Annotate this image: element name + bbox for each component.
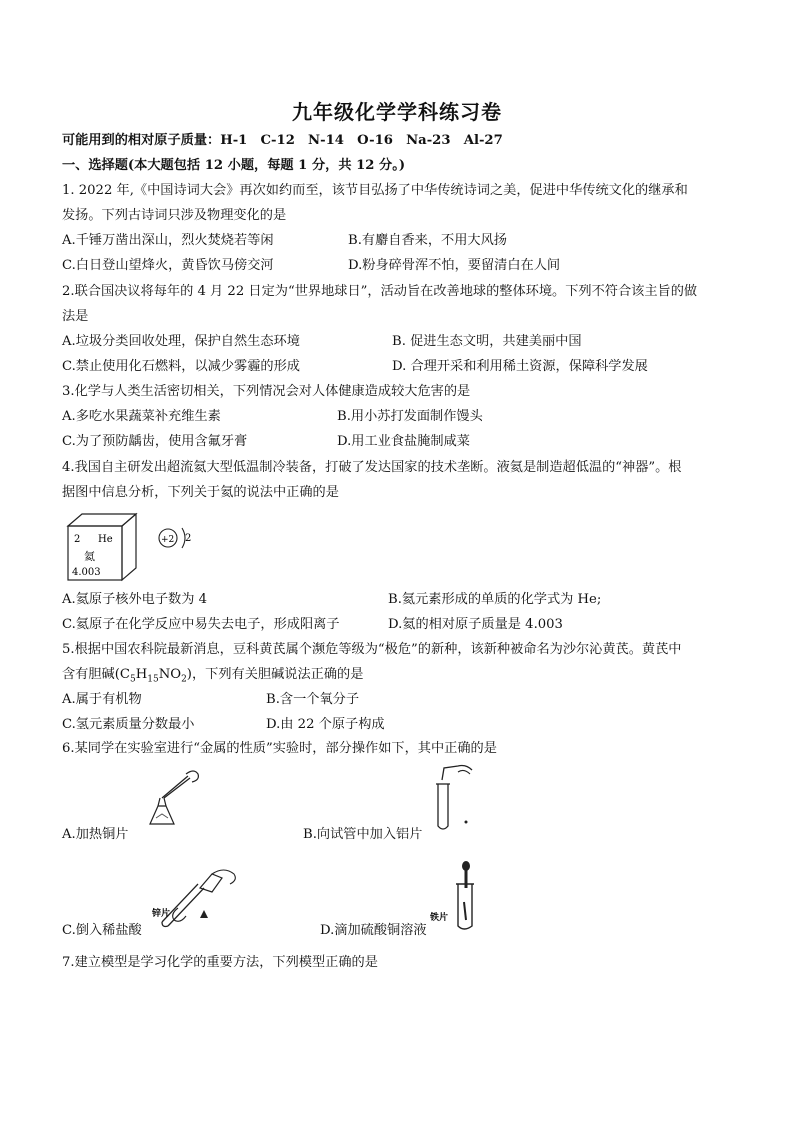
- q4-option-b: B.氦元素形成的单质的化学式为 He;: [388, 592, 602, 607]
- helium-element-cell-figure: [60, 508, 210, 588]
- q5-option-d: D.由 22 个原子构成: [266, 717, 385, 732]
- q5-option-c: C.氢元素质量分数最小: [62, 717, 195, 732]
- q1-option-d: D.粉身碎骨浑不怕，要留清白在人间: [348, 258, 561, 273]
- q4-stem-line2: 据图中信息分析，下列关于氦的说法中正确的是: [62, 485, 339, 500]
- q6-option-b: B.向试管中加入铝片: [303, 827, 423, 842]
- q4-option-c: C.氦原子在化学反应中易失去电子，形成阳离子: [62, 617, 340, 632]
- q3-option-c: C.为了预防龋齿，使用含氟牙膏: [62, 434, 248, 449]
- zinc-label: 锌片: [152, 909, 171, 919]
- q2-stem-line1: 2.联合国决议将每年的 4 月 22 日定为“世界地球日”，活动旨在改善地球的整体环境。下列不符合该主旨的做: [62, 284, 698, 299]
- q2-stem-line2: 法是: [62, 309, 89, 324]
- cell-atomic-number: 2: [74, 534, 81, 545]
- q4-option-d: D.氦的相对原子质量是 4.003: [388, 617, 563, 632]
- q4-stem-line1: 4.我国自主研发出超流氦大型低温制冷装备，打破了发达国家的技术垄断。液氦是制造超低温的“神器”。根: [62, 460, 682, 475]
- page-title: 九年级化学学科练习卷: [292, 100, 502, 124]
- q2-option-a: A.垃圾分类回收处理，保护自然生态环境: [62, 334, 300, 349]
- q3-stem-line1: 3.化学与人类生活密切相关，下列情况会对人体健康造成较大危害的是: [62, 384, 471, 399]
- heating-copper-figure: [130, 768, 210, 830]
- q2-option-d: D. 合理开采和利用稀土资源，保障科学发展: [392, 359, 648, 374]
- q3-option-d: D.用工业食盐腌制咸菜: [337, 434, 470, 449]
- iron-label: 铁片: [430, 913, 449, 923]
- shell-electron-count: 2: [185, 533, 192, 544]
- q4-option-a: A.氦原子核外电子数为 4: [62, 592, 207, 607]
- q3-option-a: A.多吃水果蔬菜补充维生素: [62, 409, 221, 424]
- q3-option-b: B.用小苏打发面制作馒头: [337, 409, 483, 424]
- q1-stem-line2: 发扬。下列古诗词只涉及物理变化的是: [62, 208, 287, 223]
- nucleus-charge: +2: [161, 535, 175, 545]
- section-heading: 一、选择题(本大题包括 12 小题，每题 1 分，共 12 分。): [62, 158, 406, 173]
- cell-atomic-mass: 4.003: [72, 567, 101, 578]
- q7-stem-line1: 7.建立模型是学习化学的重要方法，下列模型正确的是: [62, 955, 378, 970]
- q1-option-c: C.白日登山望烽火，黄昏饮马傍交河: [62, 258, 274, 273]
- q6-stem-line1: 6.某同学在实验室进行“金属的性质”实验时，部分操作如下，其中正确的是: [62, 741, 497, 756]
- dropping-solution-figure: [430, 858, 490, 934]
- q2-option-b: B. 促进生态文明，共建美丽中国: [392, 334, 582, 349]
- q1-option-b: B.有麝自香来，不用大风扬: [348, 233, 507, 248]
- q2-option-c: C.禁止使用化石燃料，以减少雾霾的形成: [62, 359, 300, 374]
- q6-option-a: A.加热铜片: [62, 827, 129, 842]
- q5-option-b: B.含一个氧分子: [266, 692, 360, 707]
- q5-stem-line1: 5.根据中国农科院最新消息，豆科黄芪属个濒危等级为“极危”的新种，该新种被命名为沙尔沁黄芪。黄芪中: [62, 642, 682, 657]
- q5-option-a: A.属于有机物: [62, 692, 142, 707]
- atomic-masses: 可能用到的相对原子质量：H-1 C-12 N-14 O-16 Na-23 Al-27: [62, 133, 503, 148]
- cell-symbol: He: [98, 534, 113, 545]
- pouring-acid-figure: [150, 866, 245, 932]
- q6-option-c: C.倒入稀盐酸: [62, 923, 142, 938]
- cell-element-name: 氦: [84, 550, 95, 563]
- q1-stem-line1: 1. 2022 年,《中国诗词大会》再次如约而至，该节目弘扬了中华传统诗词之美，促进中华传统文化的继承和: [62, 183, 688, 198]
- adding-aluminum-figure: [428, 762, 498, 834]
- q6-option-d: D.滴加硫酸铜溶液: [320, 923, 427, 938]
- q5-stem-line2: 含有胆碱$(C_5H_{15}NO_2)$，下列有关胆碱说法正确的是: [62, 667, 364, 685]
- q1-option-a: A.千锤万凿出深山，烈火焚烧若等闲: [62, 233, 274, 248]
